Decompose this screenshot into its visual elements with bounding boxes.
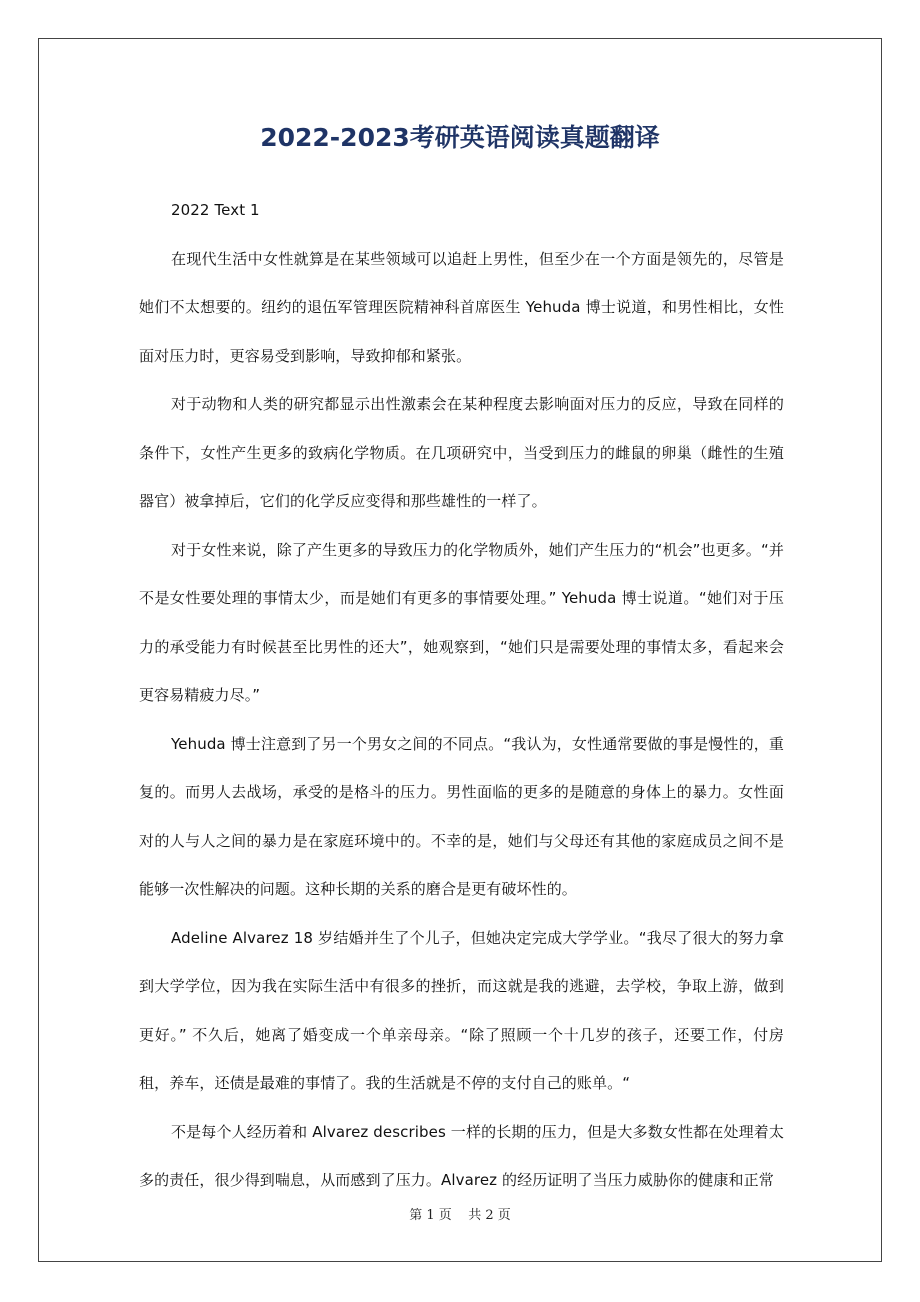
paragraph: Yehuda 博士注意到了另一个男女之间的不同点。“我认为，女性通常要做的事是慢性的，重复的。而男人去战场，承受的是格斗的压力。男性面临的更多的是随意的身体上的暴力。女性面对的人与人之间的暴力是在家庭环境中的。不幸的是，她们与父母还有其他的家庭成员之间不是能够一次性解决的问题。这种长期的关系的磨合是更有破坏性的。 [139,734,784,898]
paragraph: Adeline Alvarez 18 岁结婚并生了个儿子，但她决定完成大学学业。“我尽了很大的努力拿到大学学位，因为我在实际生活中有很多的挫折，而这就是我的逃避，去学校，争取上游，做到更好。” 不久后，她离了婚变成一个单亲母亲。“除了照顾一个十几岁的孩子，还要工作，付房租，养车，还债是最难的事情了。我的生活就是不停的支付自己的账单。“ [139,928,784,1092]
paragraph: 不是每个人经历着和 Alvarez describes 一样的长期的压力，但是大多数女性都在处理着太多的责任，很少得到喘息，从而感到了压力。Alvarez 的经历证明了当压力威胁你的健康和正常 [139,1122,784,1189]
document-title: 2022-2023考研英语阅读真题翻译 [260,123,660,152]
paragraph: 对于女性来说，除了产生更多的导致压力的化学物质外，她们产生压力的“机会”也更多。“并不是女性要处理的事情太少，而是她们有更多的事情要处理。” Yehuda 博士说道。“她们对于压力的承受能力有时候甚至比男性的还大”，她观察到，“她们只是需要处理的事情太多，看起来会更容易精疲力尽。” [139,540,784,704]
document-body [139,186,784,1205]
paragraph-heading: 2022 Text 1 [171,201,260,219]
paragraph: 对于动物和人类的研究都显示出性激素会在某种程度去影响面对压力的反应，导致在同样的条件下，女性产生更多的致病化学物质。在几项研究中，当受到压力的雌鼠的卵巢（雌性的生殖器官）被拿掉后，它们的化学反应变得和那些雄性的一样了。 [139,395,784,510]
paragraph: 在现代生活中女性就算是在某些领域可以追赶上男性，但至少在一个方面是领先的，尽管是她们不太想要的。纽约的退伍军管理医院精神科首席医生 Yehuda 博士说道，和男性相比，女性面对压力时，更容易受到影响，导致抑郁和紧张。 [139,249,784,365]
page-number-footer: 第 1 页 共 2 页 [409,1208,511,1223]
